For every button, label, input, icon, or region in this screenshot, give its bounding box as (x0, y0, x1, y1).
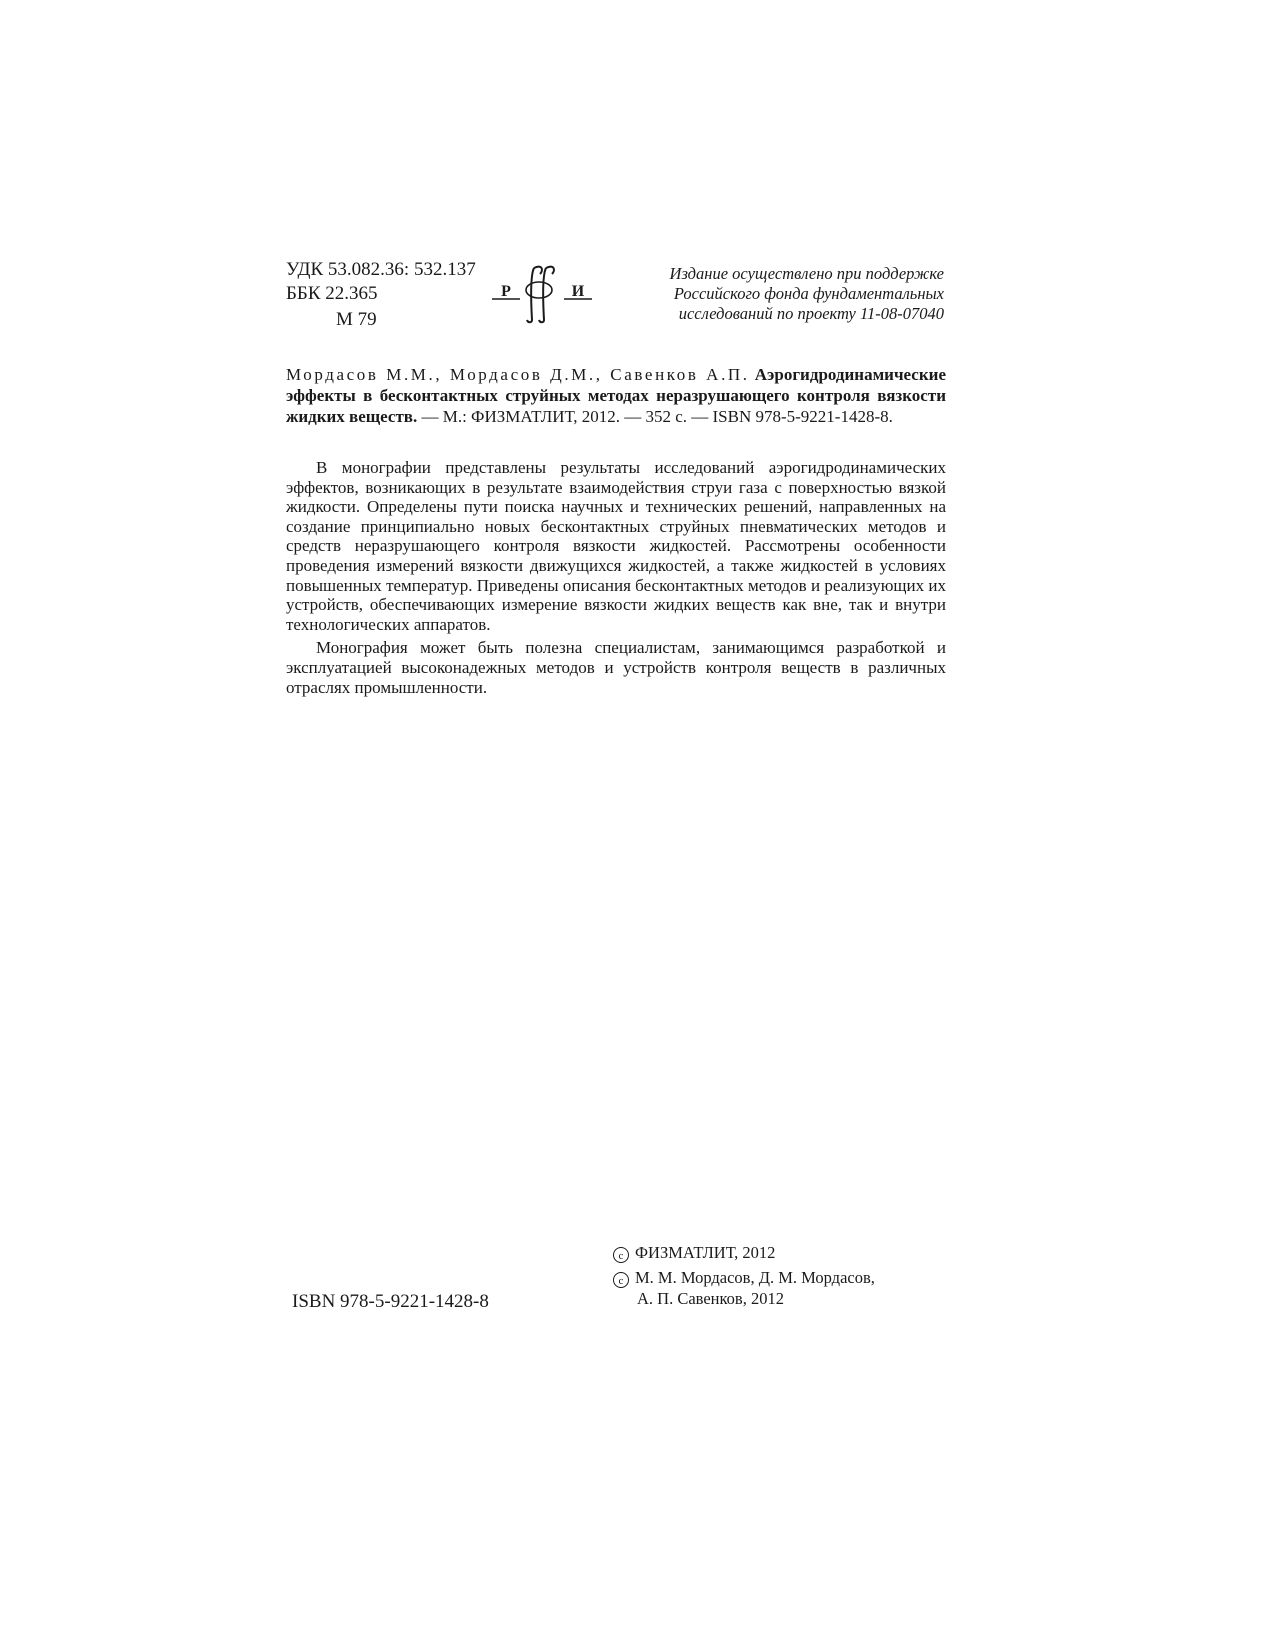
grant-note-line: Издание осуществлено при поддержке (669, 264, 944, 283)
copyright-publisher-text: ФИЗМАТЛИТ, 2012 (635, 1243, 776, 1262)
grant-note-line: Российского фонда фундаментальных (673, 284, 944, 303)
rffi-logo (490, 262, 594, 324)
citation-title: Аэрогидродинамические эффекты в бесконтактных струйных методах неразрушающего контроля вязкости жидких веществ. (286, 365, 946, 426)
abstract (286, 458, 946, 697)
logo-letter-i: И (571, 283, 585, 300)
citation-imprint: — М.: ФИЗМАТЛИТ, 2012. — 352 с. — ISBN 978-5-9221-1428-8. (421, 407, 893, 426)
abstract-paragraph: В монографии представлены результаты исследований аэрогидродинамических эффектов, возникающих в результате взаимодействия струи газа с поверхностью вязкой жидкости. Определены пути поиска научных и технических решений, направленных на создание принципиально новых бесконтактных струйных пневматических методов и средств неразрушающего контроля вязкости жидкостей. Рассмотрены особенности проведения измерений вязкости движущихся жидкостей, а также жидкостей в условиях повышенных температур. Приведены описания бесконтактных методов и реализующих их устройств, обеспечивающих измерение вязкости жидких веществ как вне, так и внутри технологических аппаратов. (286, 458, 946, 634)
author-mark: М 79 (336, 309, 377, 330)
copyright-icon: c (613, 1247, 629, 1263)
copyright-authors-text: М. М. Мордасов, Д. М. Мордасов, (635, 1268, 875, 1287)
bbk-code: ББК 22.365 (286, 283, 378, 304)
grant-note-line: исследований по проекту 11-08-07040 (678, 304, 944, 323)
udk-code: УДК 53.082.36: 532.137 (286, 259, 476, 280)
abstract-paragraph: Монография может быть полезна специалистам, занимающимся разработкой и эксплуатацией высоконадежных методов и устройств контроля веществ в различных отраслях промышленности. (286, 638, 946, 697)
bibliographic-header (286, 258, 946, 330)
citation-authors: Мордасов М.М., Мордасов Д.М., Савенков А.П. (286, 365, 750, 384)
logo-letter-r: Р (501, 283, 511, 300)
copyright-authors-text: А. П. Савенков, 2012 (637, 1289, 784, 1308)
grant-note (612, 264, 944, 324)
copyright-icon: c (613, 1272, 629, 1288)
bibliographic-citation (286, 364, 946, 427)
logo-loop (526, 282, 552, 298)
copyright-authors (613, 1267, 953, 1309)
copyright-block (613, 1242, 953, 1309)
isbn: ISBN 978-5-9221-1428-8 (292, 1291, 489, 1312)
copyright-publisher (613, 1242, 953, 1263)
